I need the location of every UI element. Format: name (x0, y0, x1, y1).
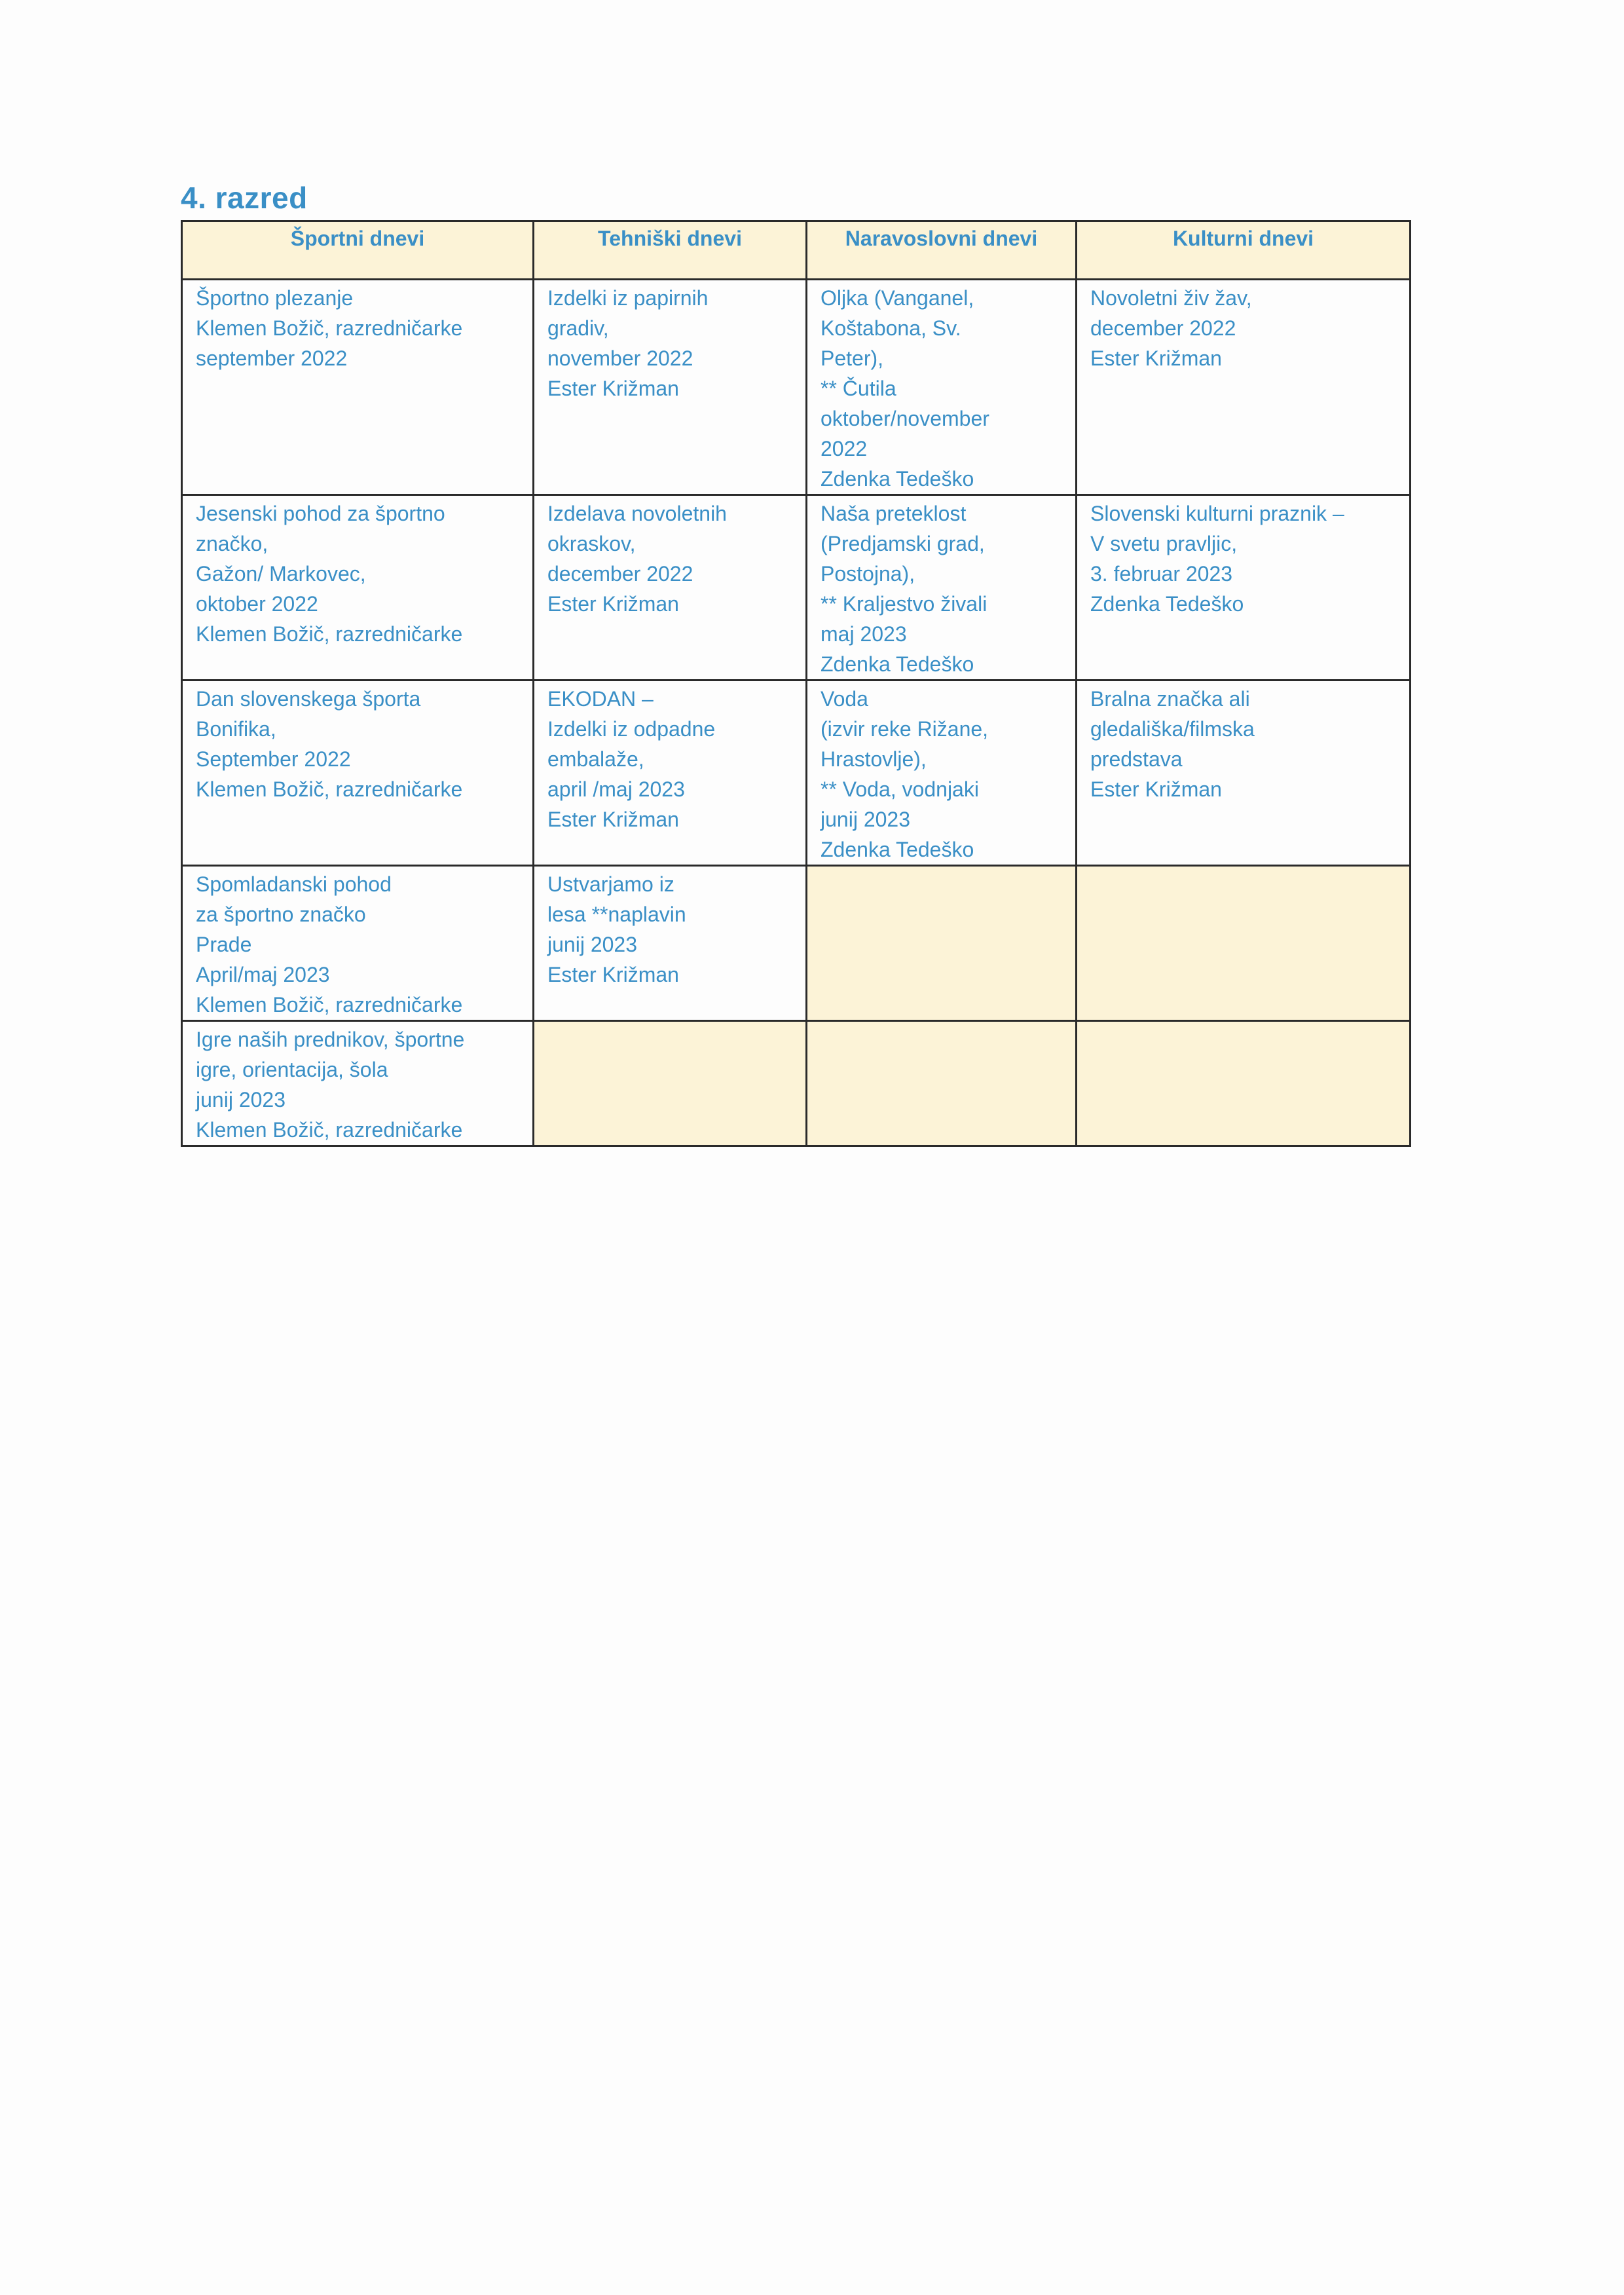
cell-line: okraskov, (547, 532, 636, 555)
cell-line: Zdenka Tedeško (1090, 592, 1244, 616)
sports-day-cell (182, 1021, 534, 1146)
cell-line: oktober 2022 (196, 592, 318, 616)
cell-line: Zdenka Tedeško (821, 467, 974, 491)
cell-line: V svetu pravljic, (1090, 532, 1238, 555)
cell-line: Igre naših prednikov, športne (196, 1028, 465, 1051)
cell-line: 3. februar 2023 (1090, 562, 1233, 586)
cell-line: junij 2023 (821, 808, 910, 831)
cell-line: oktober/november (821, 407, 989, 430)
cell-line: Ester Križman (1090, 777, 1222, 801)
cell-line: december 2022 (547, 562, 693, 586)
cell-line: Jesenski pohod za športno (196, 502, 445, 525)
cell-line: december 2022 (1090, 316, 1236, 340)
table-row (182, 495, 1411, 681)
culture-day-cell (1077, 495, 1411, 681)
column-header-sports-days: Športni dnevi (182, 221, 534, 280)
cell-line: Ester Križman (1090, 346, 1222, 370)
science-day-cell (807, 495, 1077, 681)
science-day-cell (807, 866, 1077, 1021)
cell-line: Klemen Božič, razredničarke (196, 316, 463, 340)
cell-line: September 2022 (196, 747, 351, 771)
cell-line: Zdenka Tedeško (821, 838, 974, 861)
cell-line: Prade (196, 933, 252, 956)
cell-line: Spomladanski pohod (196, 872, 392, 896)
cell-line: Bralna značka ali (1090, 687, 1250, 711)
sports-day-cell (182, 495, 534, 681)
cell-line: Ester Križman (547, 377, 679, 400)
culture-day-cell (1077, 681, 1411, 866)
technical-day-cell (534, 280, 807, 495)
column-header-technical-days: Tehniški dnevi (534, 221, 807, 280)
science-day-cell (807, 280, 1077, 495)
technical-day-cell (534, 866, 807, 1021)
cell-line: gradiv, (547, 316, 609, 340)
cell-line: Ustvarjamo iz (547, 872, 674, 896)
technical-day-cell (534, 495, 807, 681)
cell-line: Hrastovlje), (821, 747, 927, 771)
cell-line: Ester Križman (547, 592, 679, 616)
cell-line: ** Čutila (821, 377, 896, 400)
cell-line: Dan slovenskega športa (196, 687, 421, 711)
cell-line: Peter), (821, 346, 884, 370)
table-row (182, 1021, 1411, 1146)
cell-line: Ester Križman (547, 963, 679, 986)
table-row (182, 681, 1411, 866)
culture-day-cell (1077, 1021, 1411, 1146)
cell-line: za športno značko (196, 903, 366, 926)
culture-day-cell (1077, 280, 1411, 495)
cell-line: Oljka (Vanganel, (821, 286, 974, 310)
cell-line: Klemen Božič, razredničarke (196, 622, 463, 646)
table-header-row (182, 221, 1411, 280)
cell-line: Postojna), (821, 562, 915, 586)
column-header-science-days: Naravoslovni dnevi (807, 221, 1077, 280)
cell-line: Ester Križman (547, 808, 679, 831)
culture-day-cell (1077, 866, 1411, 1021)
column-header-culture-days: Kulturni dnevi (1077, 221, 1411, 280)
cell-line: junij 2023 (196, 1088, 286, 1111)
cell-line: embalaže, (547, 747, 644, 771)
table-row (182, 866, 1411, 1021)
activity-days-table (181, 220, 1411, 1147)
cell-line: EKODAN – (547, 687, 654, 711)
cell-line: Gažon/ Markovec, (196, 562, 366, 586)
cell-line: Izdelki iz papirnih (547, 286, 709, 310)
cell-line: April/maj 2023 (196, 963, 330, 986)
cell-line: lesa **naplavin (547, 903, 686, 926)
cell-line: Športno plezanje (196, 286, 354, 310)
cell-line: Klemen Božič, razredničarke (196, 777, 463, 801)
cell-line: ** Voda, vodnjaki (821, 777, 979, 801)
sports-day-cell (182, 866, 534, 1021)
cell-line: značko, (196, 532, 268, 555)
cell-line: junij 2023 (547, 933, 637, 956)
science-day-cell (807, 681, 1077, 866)
cell-line: (Predjamski grad, (821, 532, 985, 555)
sports-day-cell (182, 280, 534, 495)
cell-line: Izdelava novoletnih (547, 502, 727, 525)
cell-line: ** Kraljestvo živali (821, 592, 987, 616)
cell-line: Klemen Božič, razredničarke (196, 993, 463, 1017)
technical-day-cell (534, 1021, 807, 1146)
cell-line: igre, orientacija, šola (196, 1058, 388, 1081)
cell-line: Novoletni živ žav, (1090, 286, 1252, 310)
cell-line: Koštabona, Sv. (821, 316, 961, 340)
page-title: 4. razred (181, 181, 308, 215)
cell-line: maj 2023 (821, 622, 907, 646)
cell-line: 2022 (821, 437, 868, 460)
cell-line: Voda (821, 687, 868, 711)
table-row (182, 280, 1411, 495)
science-day-cell (807, 1021, 1077, 1146)
technical-day-cell (534, 681, 807, 866)
cell-line: september 2022 (196, 346, 348, 370)
cell-line: gledališka/filmska (1090, 717, 1255, 741)
cell-line: (izvir reke Rižane, (821, 717, 989, 741)
table-body (182, 280, 1411, 1146)
sports-day-cell (182, 681, 534, 866)
cell-line: april /maj 2023 (547, 777, 685, 801)
cell-line: Zdenka Tedeško (821, 652, 974, 676)
cell-line: Slovenski kulturni praznik – (1090, 502, 1344, 525)
cell-line: Izdelki iz odpadne (547, 717, 716, 741)
cell-line: Klemen Božič, razredničarke (196, 1118, 463, 1142)
cell-line: november 2022 (547, 346, 693, 370)
cell-line: Bonifika, (196, 717, 276, 741)
cell-line: Naša preteklost (821, 502, 967, 525)
cell-line: predstava (1090, 747, 1183, 771)
